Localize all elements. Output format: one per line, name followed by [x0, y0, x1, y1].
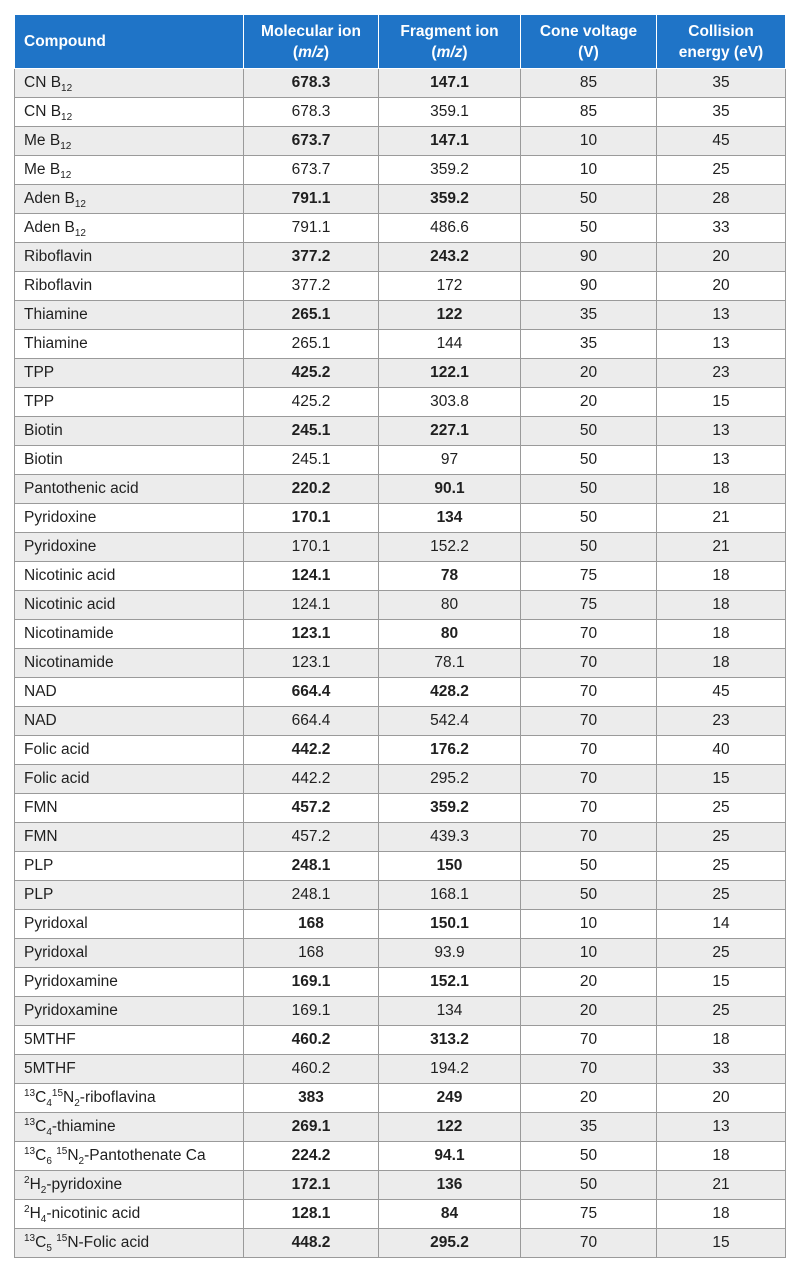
collision-energy-cell: 18	[657, 1142, 786, 1171]
collision-energy-cell: 18	[657, 1026, 786, 1055]
table-row	[15, 939, 786, 968]
fragment-ion-cell: 172	[379, 272, 521, 301]
cone-voltage-cell: 50	[521, 881, 657, 910]
header-cone-voltage: Cone voltage (V)	[521, 15, 657, 69]
molecular-ion-cell: 172.1	[244, 1171, 379, 1200]
collision-energy-cell: 40	[657, 736, 786, 765]
compound-cell: Biotin	[15, 417, 244, 446]
fragment-ion-cell: 359.2	[379, 185, 521, 214]
table-row	[15, 1084, 786, 1113]
collision-energy-cell: 23	[657, 359, 786, 388]
compound-cell: Pyridoxal	[15, 910, 244, 939]
header-fragment-ion: Fragment ion (m/z)	[379, 15, 521, 69]
compound-cell: Folic acid	[15, 736, 244, 765]
table-row	[15, 388, 786, 417]
molecular-ion-cell: 168	[244, 939, 379, 968]
fragment-ion-cell: 134	[379, 504, 521, 533]
molecular-ion-cell: 791.1	[244, 185, 379, 214]
table-row	[15, 823, 786, 852]
compound-cell: Pyridoxal	[15, 939, 244, 968]
compound-cell: TPP	[15, 359, 244, 388]
compound-cell: PLP	[15, 881, 244, 910]
fragment-ion-cell: 243.2	[379, 243, 521, 272]
molecular-ion-cell: 269.1	[244, 1113, 379, 1142]
fragment-ion-cell: 359.2	[379, 156, 521, 185]
collision-energy-cell: 23	[657, 707, 786, 736]
header-molecular-ion: Molecular ion (m/z)	[244, 15, 379, 69]
header-collision-energy: Collision energy (eV)	[657, 15, 786, 69]
cone-voltage-cell: 70	[521, 736, 657, 765]
cone-voltage-cell: 20	[521, 388, 657, 417]
fragment-ion-cell: 147.1	[379, 127, 521, 156]
collision-energy-cell: 45	[657, 127, 786, 156]
table-row	[15, 1200, 786, 1229]
fragment-ion-cell: 176.2	[379, 736, 521, 765]
compound-cell: Folic acid	[15, 765, 244, 794]
molecular-ion-cell: 169.1	[244, 968, 379, 997]
cone-voltage-cell: 50	[521, 475, 657, 504]
compound-cell: Thiamine	[15, 330, 244, 359]
table-row	[15, 765, 786, 794]
molecular-ion-cell: 124.1	[244, 562, 379, 591]
cone-voltage-cell: 85	[521, 98, 657, 127]
table-row	[15, 417, 786, 446]
fragment-ion-cell: 303.8	[379, 388, 521, 417]
molecular-ion-cell: 224.2	[244, 1142, 379, 1171]
cone-voltage-cell: 75	[521, 1200, 657, 1229]
collision-energy-cell: 45	[657, 678, 786, 707]
fragment-ion-cell: 150	[379, 852, 521, 881]
cone-voltage-cell: 75	[521, 591, 657, 620]
table-row	[15, 1055, 786, 1084]
cone-voltage-cell: 10	[521, 939, 657, 968]
fragment-ion-cell: 295.2	[379, 765, 521, 794]
fragment-ion-cell: 439.3	[379, 823, 521, 852]
fragment-ion-cell: 78	[379, 562, 521, 591]
table-row	[15, 910, 786, 939]
compound-cell: Pyridoxine	[15, 504, 244, 533]
fragment-ion-cell: 152.1	[379, 968, 521, 997]
header-unit: (m/z)	[431, 43, 468, 61]
compound-cell: CN $B_{12}$	[15, 98, 244, 127]
fragment-ion-cell: 84	[379, 1200, 521, 1229]
molecular-ion-cell: 442.2	[244, 765, 379, 794]
collision-energy-cell: 18	[657, 475, 786, 504]
collision-energy-cell: 14	[657, 910, 786, 939]
compound-cell: $^{13}C_4^{15}N_2$-riboflavina	[15, 1084, 244, 1113]
compound-cell: Riboflavin	[15, 272, 244, 301]
compound-cell: 5MTHF	[15, 1055, 244, 1084]
cone-voltage-cell: 90	[521, 272, 657, 301]
compound-cell: NAD	[15, 678, 244, 707]
molecular-ion-cell: 664.4	[244, 678, 379, 707]
cone-voltage-cell: 70	[521, 1026, 657, 1055]
cone-voltage-cell: 50	[521, 1171, 657, 1200]
mrm-transitions-table	[14, 14, 786, 1258]
fragment-ion-cell: 150.1	[379, 910, 521, 939]
collision-energy-cell: 18	[657, 562, 786, 591]
fragment-ion-cell: 249	[379, 1084, 521, 1113]
cone-voltage-cell: 20	[521, 359, 657, 388]
collision-energy-cell: 20	[657, 243, 786, 272]
collision-energy-cell: 25	[657, 823, 786, 852]
molecular-ion-cell: 170.1	[244, 504, 379, 533]
collision-energy-cell: 25	[657, 939, 786, 968]
fragment-ion-cell: 97	[379, 446, 521, 475]
table-row	[15, 156, 786, 185]
table-row	[15, 562, 786, 591]
molecular-ion-cell: 425.2	[244, 388, 379, 417]
cone-voltage-cell: 70	[521, 1229, 657, 1258]
fragment-ion-cell: 542.4	[379, 707, 521, 736]
compound-cell: $^{13}C_6$ $^{15}N_2$-Pantothenate Ca	[15, 1142, 244, 1171]
collision-energy-cell: 21	[657, 533, 786, 562]
collision-energy-cell: 15	[657, 765, 786, 794]
cone-voltage-cell: 70	[521, 707, 657, 736]
header-row	[15, 15, 786, 69]
collision-energy-cell: 20	[657, 1084, 786, 1113]
fragment-ion-cell: 122.1	[379, 359, 521, 388]
compound-cell: PLP	[15, 852, 244, 881]
fragment-ion-cell: 295.2	[379, 1229, 521, 1258]
fragment-ion-cell: 122	[379, 301, 521, 330]
table-row	[15, 69, 786, 98]
compound-cell: $^2H_4$-nicotinic acid	[15, 1200, 244, 1229]
collision-energy-cell: 28	[657, 185, 786, 214]
table-row	[15, 1171, 786, 1200]
compound-cell: $^2H_2$-pyridoxine	[15, 1171, 244, 1200]
fragment-ion-cell: 80	[379, 620, 521, 649]
compound-cell: Aden $B_{12}$	[15, 185, 244, 214]
compound-cell: Me $B_{12}$	[15, 127, 244, 156]
compound-cell: Riboflavin	[15, 243, 244, 272]
molecular-ion-cell: 248.1	[244, 881, 379, 910]
molecular-ion-cell: 457.2	[244, 823, 379, 852]
table-body	[15, 69, 786, 1258]
collision-energy-cell: 35	[657, 98, 786, 127]
collision-energy-cell: 25	[657, 881, 786, 910]
collision-energy-cell: 18	[657, 620, 786, 649]
compound-cell: FMN	[15, 823, 244, 852]
molecular-ion-cell: 664.4	[244, 707, 379, 736]
molecular-ion-cell: 673.7	[244, 127, 379, 156]
compound-cell: 5MTHF	[15, 1026, 244, 1055]
molecular-ion-cell: 220.2	[244, 475, 379, 504]
table-row	[15, 301, 786, 330]
fragment-ion-cell: 93.9	[379, 939, 521, 968]
cone-voltage-cell: 85	[521, 69, 657, 98]
collision-energy-cell: 25	[657, 997, 786, 1026]
compound-cell: Thiamine	[15, 301, 244, 330]
compound-cell: Aden $B_{12}$	[15, 214, 244, 243]
cone-voltage-cell: 35	[521, 1113, 657, 1142]
collision-energy-cell: 33	[657, 214, 786, 243]
molecular-ion-cell: 442.2	[244, 736, 379, 765]
table-container	[14, 14, 785, 1258]
table-row	[15, 620, 786, 649]
molecular-ion-cell: 245.1	[244, 417, 379, 446]
collision-energy-cell: 18	[657, 591, 786, 620]
compound-cell: Pyridoxine	[15, 533, 244, 562]
collision-energy-cell: 18	[657, 1200, 786, 1229]
table-row	[15, 1113, 786, 1142]
fragment-ion-cell: 80	[379, 591, 521, 620]
molecular-ion-cell: 128.1	[244, 1200, 379, 1229]
table-row	[15, 504, 786, 533]
header-compound: Compound	[15, 15, 244, 69]
compound-cell: Nicotinic acid	[15, 591, 244, 620]
collision-energy-cell: 13	[657, 446, 786, 475]
molecular-ion-cell: 168	[244, 910, 379, 939]
fragment-ion-cell: 144	[379, 330, 521, 359]
table-row	[15, 591, 786, 620]
collision-energy-cell: 25	[657, 852, 786, 881]
cone-voltage-cell: 70	[521, 678, 657, 707]
molecular-ion-cell: 123.1	[244, 649, 379, 678]
compound-cell: $^{13}C_4$-thiamine	[15, 1113, 244, 1142]
molecular-ion-cell: 457.2	[244, 794, 379, 823]
molecular-ion-cell: 460.2	[244, 1026, 379, 1055]
molecular-ion-cell: 169.1	[244, 997, 379, 1026]
fragment-ion-cell: 486.6	[379, 214, 521, 243]
cone-voltage-cell: 10	[521, 127, 657, 156]
compound-cell: NAD	[15, 707, 244, 736]
table-row	[15, 1229, 786, 1258]
table-row	[15, 475, 786, 504]
molecular-ion-cell: 248.1	[244, 852, 379, 881]
fragment-ion-cell: 359.1	[379, 98, 521, 127]
compound-cell: Pyridoxamine	[15, 968, 244, 997]
cone-voltage-cell: 50	[521, 446, 657, 475]
table-row	[15, 678, 786, 707]
cone-voltage-cell: 50	[521, 504, 657, 533]
table-row	[15, 968, 786, 997]
molecular-ion-cell: 448.2	[244, 1229, 379, 1258]
fragment-ion-cell: 152.2	[379, 533, 521, 562]
collision-energy-cell: 13	[657, 330, 786, 359]
molecular-ion-cell: 678.3	[244, 69, 379, 98]
fragment-ion-cell: 94.1	[379, 1142, 521, 1171]
molecular-ion-cell: 791.1	[244, 214, 379, 243]
collision-energy-cell: 21	[657, 504, 786, 533]
compound-cell: Pyridoxamine	[15, 997, 244, 1026]
collision-energy-cell: 21	[657, 1171, 786, 1200]
cone-voltage-cell: 90	[521, 243, 657, 272]
collision-energy-cell: 15	[657, 388, 786, 417]
table-row	[15, 1026, 786, 1055]
cone-voltage-cell: 70	[521, 765, 657, 794]
compound-cell: Me $B_{12}$	[15, 156, 244, 185]
cone-voltage-cell: 20	[521, 968, 657, 997]
table-row	[15, 852, 786, 881]
collision-energy-cell: 33	[657, 1055, 786, 1084]
cone-voltage-cell: 50	[521, 417, 657, 446]
compound-cell: Nicotinic acid	[15, 562, 244, 591]
molecular-ion-cell: 123.1	[244, 620, 379, 649]
fragment-ion-cell: 313.2	[379, 1026, 521, 1055]
cone-voltage-cell: 70	[521, 1055, 657, 1084]
table-row	[15, 214, 786, 243]
fragment-ion-cell: 136	[379, 1171, 521, 1200]
fragment-ion-cell: 147.1	[379, 69, 521, 98]
table-row	[15, 649, 786, 678]
compound-cell: Pantothenic acid	[15, 475, 244, 504]
cone-voltage-cell: 35	[521, 301, 657, 330]
molecular-ion-cell: 678.3	[244, 98, 379, 127]
table-row	[15, 707, 786, 736]
collision-energy-cell: 25	[657, 156, 786, 185]
cone-voltage-cell: 70	[521, 620, 657, 649]
molecular-ion-cell: 377.2	[244, 243, 379, 272]
molecular-ion-cell: 170.1	[244, 533, 379, 562]
fragment-ion-cell: 194.2	[379, 1055, 521, 1084]
molecular-ion-cell: 673.7	[244, 156, 379, 185]
cone-voltage-cell: 10	[521, 910, 657, 939]
collision-energy-cell: 13	[657, 301, 786, 330]
collision-energy-cell: 18	[657, 649, 786, 678]
table-row	[15, 98, 786, 127]
compound-cell: Biotin	[15, 446, 244, 475]
fragment-ion-cell: 428.2	[379, 678, 521, 707]
header-unit: (m/z)	[292, 43, 330, 61]
table-row	[15, 127, 786, 156]
collision-energy-cell: 13	[657, 1113, 786, 1142]
molecular-ion-cell: 265.1	[244, 330, 379, 359]
table-row	[15, 359, 786, 388]
cone-voltage-cell: 50	[521, 533, 657, 562]
cone-voltage-cell: 20	[521, 1084, 657, 1113]
molecular-ion-cell: 460.2	[244, 1055, 379, 1084]
compound-cell: $^{13}C_5$ $^{15}$N-Folic acid	[15, 1229, 244, 1258]
collision-energy-cell: 15	[657, 968, 786, 997]
table-row	[15, 243, 786, 272]
fragment-ion-cell: 90.1	[379, 475, 521, 504]
compound-cell: CN $B_{12}$	[15, 69, 244, 98]
cone-voltage-cell: 70	[521, 823, 657, 852]
compound-cell: FMN	[15, 794, 244, 823]
collision-energy-cell: 35	[657, 69, 786, 98]
cone-voltage-cell: 50	[521, 185, 657, 214]
molecular-ion-cell: 425.2	[244, 359, 379, 388]
cone-voltage-cell: 50	[521, 852, 657, 881]
cone-voltage-cell: 50	[521, 1142, 657, 1171]
fragment-ion-cell: 134	[379, 997, 521, 1026]
fragment-ion-cell: 122	[379, 1113, 521, 1142]
compound-cell: Nicotinamide	[15, 649, 244, 678]
cone-voltage-cell: 10	[521, 156, 657, 185]
cone-voltage-cell: 50	[521, 214, 657, 243]
table-row	[15, 794, 786, 823]
table-row	[15, 272, 786, 301]
cone-voltage-cell: 70	[521, 649, 657, 678]
molecular-ion-cell: 383	[244, 1084, 379, 1113]
table-row	[15, 997, 786, 1026]
table-row	[15, 330, 786, 359]
fragment-ion-cell: 78.1	[379, 649, 521, 678]
molecular-ion-cell: 124.1	[244, 591, 379, 620]
table-row	[15, 185, 786, 214]
table-row	[15, 446, 786, 475]
fragment-ion-cell: 168.1	[379, 881, 521, 910]
collision-energy-cell: 15	[657, 1229, 786, 1258]
fragment-ion-cell: 359.2	[379, 794, 521, 823]
table-row	[15, 1142, 786, 1171]
cone-voltage-cell: 75	[521, 562, 657, 591]
cone-voltage-cell: 70	[521, 794, 657, 823]
collision-energy-cell: 13	[657, 417, 786, 446]
table-row	[15, 881, 786, 910]
compound-cell: Nicotinamide	[15, 620, 244, 649]
table-row	[15, 736, 786, 765]
cone-voltage-cell: 20	[521, 997, 657, 1026]
table-row	[15, 533, 786, 562]
cone-voltage-cell: 35	[521, 330, 657, 359]
molecular-ion-cell: 265.1	[244, 301, 379, 330]
compound-cell: TPP	[15, 388, 244, 417]
collision-energy-cell: 20	[657, 272, 786, 301]
molecular-ion-cell: 245.1	[244, 446, 379, 475]
fragment-ion-cell: 227.1	[379, 417, 521, 446]
collision-energy-cell: 25	[657, 794, 786, 823]
molecular-ion-cell: 377.2	[244, 272, 379, 301]
